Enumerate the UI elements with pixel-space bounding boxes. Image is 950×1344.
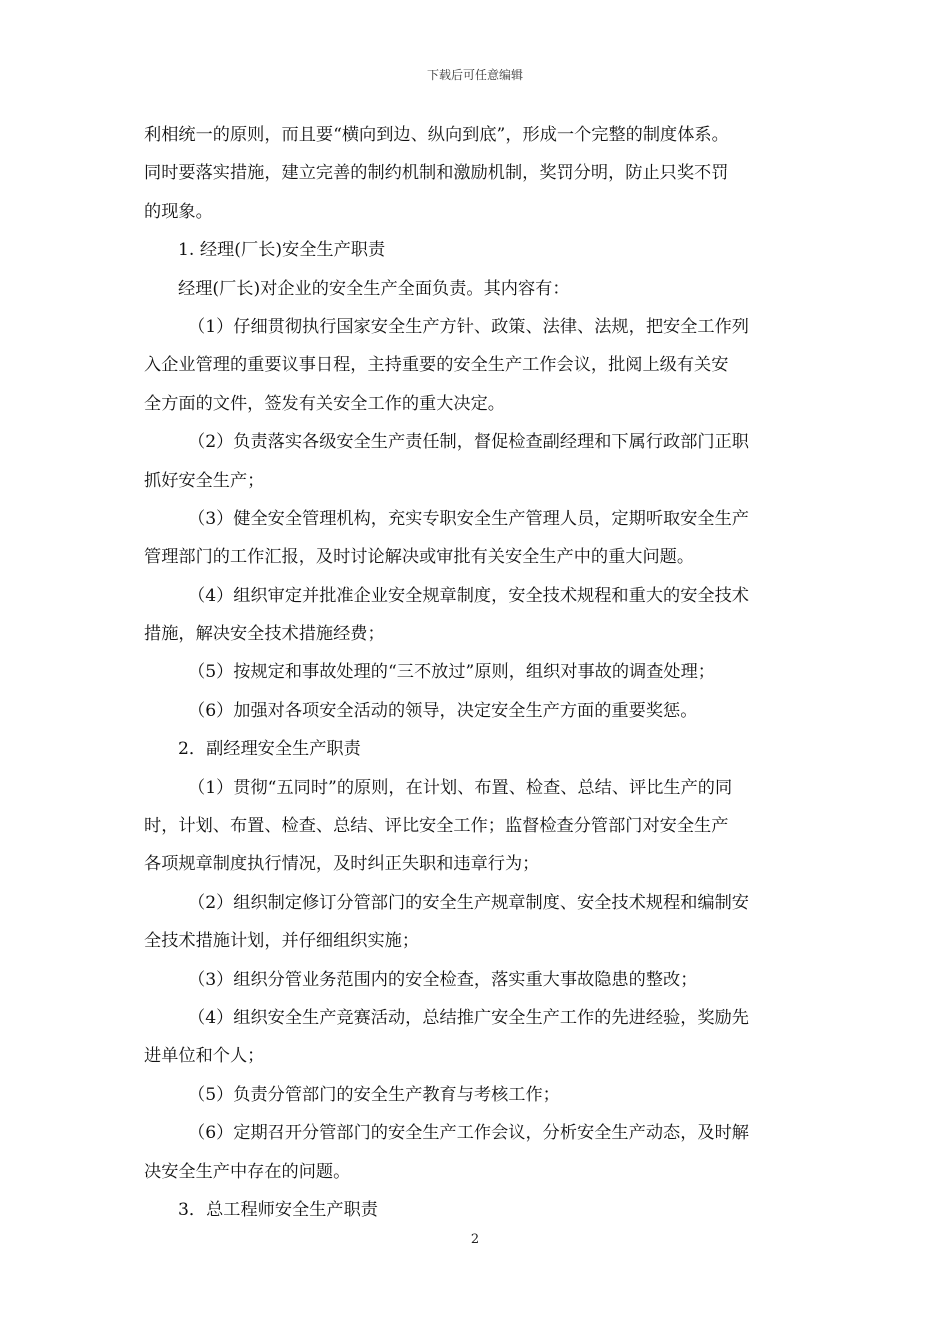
list-item: （5）负责分管部门的安全生产教育与考核工作；	[188, 1084, 560, 1105]
text-line: 时，计划、布置、检查、总结、评比安全工作；监督检查分管部门对安全生产	[144, 816, 729, 837]
document-body	[144, 116, 808, 1229]
section-heading: 3．总工程师安全生产职责	[178, 1199, 378, 1220]
list-item: （3）健全安全管理机构，充实专职安全生产管理人员，定期听取安全生产	[188, 508, 749, 529]
text-line: 的现象。	[144, 201, 213, 222]
text-line: 利相统一的原则，而且要“横向到边、纵向到底”，形成一个完整的制度体系。	[144, 125, 729, 145]
text-line: 措施，解决安全技术措施经费；	[144, 624, 385, 645]
text-line: 抓好安全生产；	[144, 470, 265, 491]
list-item: （1）仔细贯彻执行国家安全生产方针、政策、法律、法规，把安全工作列	[188, 316, 749, 337]
list-item: （2）组织制定修订分管部门的安全生产规章制度、安全技术规程和编制安	[188, 892, 749, 913]
list-item: （2）负责落实各级安全生产责任制，督促检查副经理和下属行政部门正职	[188, 432, 749, 453]
page-number: 2	[470, 1232, 480, 1247]
list-item: （6）加强对各项安全活动的领导，决定安全生产方面的重要奖惩。	[188, 700, 698, 721]
text-line: 各项规章制度执行情况，及时纠正失职和违章行为；	[144, 854, 540, 875]
text-line: 管理部门的工作汇报，及时讨论解决或审批有关安全生产中的重大问题。	[144, 547, 695, 568]
section-heading: 2．副经理安全生产职责	[178, 739, 361, 760]
list-item: （1）贯彻“五同时”的原则，在计划、布置、检查、总结、评比生产的同	[188, 777, 733, 798]
list-item: （4）组织审定并批准企业安全规章制度，安全技术规程和重大的安全技术	[188, 585, 749, 606]
list-item: （3）组织分管业务范围内的安全检查，落实重大事故隐患的整改；	[188, 969, 698, 990]
list-item: （4）组织安全生产竞赛活动，总结推广安全生产工作的先进经验，奖励先	[188, 1007, 749, 1028]
text-line: 经理(厂长)对企业的安全生产全面负责。其内容有：	[178, 278, 570, 299]
list-item: （6）定期召开分管部门的安全生产工作会议，分析安全生产动态，及时解	[188, 1123, 749, 1144]
text-line: 决安全生产中存在的问题。	[144, 1161, 351, 1182]
text-line: 全技术措施计划，并仔细组织实施；	[144, 931, 420, 952]
text-line: 全方面的文件，签发有关安全工作的重大决定。	[144, 393, 505, 414]
list-item: （5）按规定和事故处理的“三不放过”原则，组织对事故的调查处理；	[188, 662, 715, 683]
text-line: 入企业管理的重要议事日程，主持重要的安全生产工作会议，批阅上级有关安	[144, 355, 729, 376]
section-heading: 1. 经理(厂长)安全生产职责	[178, 240, 386, 261]
text-line: 同时要落实措施，建立完善的制约机制和激励机制，奖罚分明，防止只奖不罚	[144, 163, 729, 184]
text-line: 进单位和个人；	[144, 1046, 265, 1067]
page-header: 下载后可任意编辑	[426, 68, 523, 82]
